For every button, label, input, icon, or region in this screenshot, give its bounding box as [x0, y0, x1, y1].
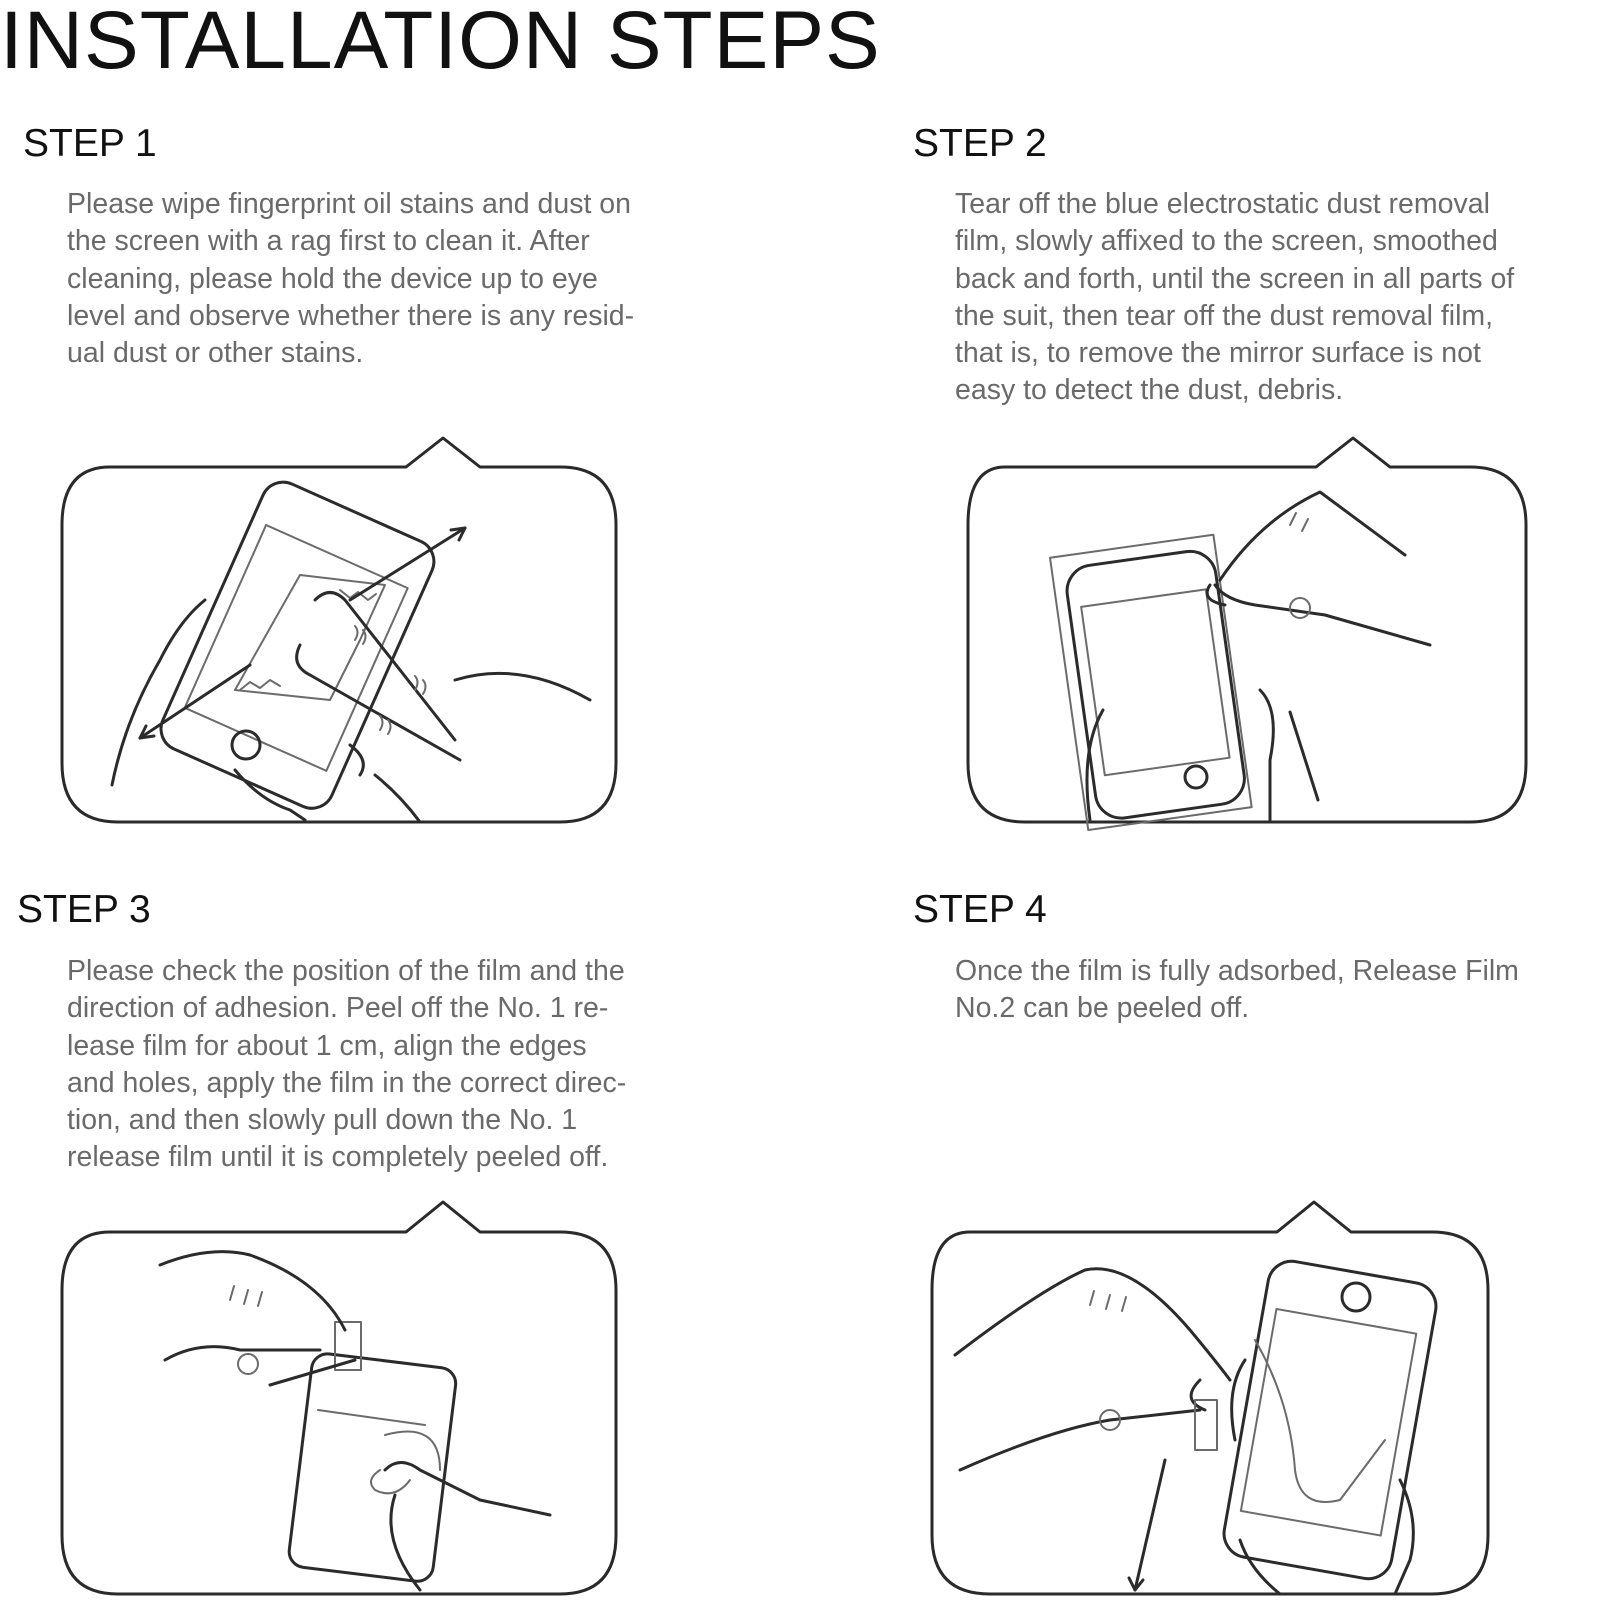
- step-1-line: the screen with a rag first to clean it. After: [67, 225, 590, 258]
- step-4-heading: STEP 4: [913, 888, 1047, 931]
- step-4-line: No.2 can be peeled off.: [955, 992, 1250, 1025]
- step-2-line: back and forth, until the screen in all parts of: [955, 262, 1515, 295]
- step-3-line: tion, and then slowly pull down the No. 1: [67, 1104, 578, 1137]
- hand-peeling-release-film-icon: [160, 1252, 550, 1590]
- step-1-line: Please wipe fingerprint oil stains and dust on: [67, 188, 632, 220]
- hand-wiping-phone-icon: [112, 475, 590, 822]
- step-1-line: ual dust or other stains.: [67, 337, 364, 370]
- step-3-line: direction of adhesion. Peel off the No. 1 re-: [67, 992, 609, 1025]
- step-2-line: film, slowly affixed to the screen, smoothed: [955, 225, 1498, 258]
- step-2-line: easy to detect the dust, debris.: [955, 374, 1344, 407]
- step-3-heading: STEP 3: [17, 888, 151, 931]
- step-4-line: Once the film is fully adsorbed, Release Film: [955, 955, 1519, 987]
- page-title: INSTALLATION STEPS: [0, 0, 881, 86]
- hand-peeling-second-film-icon: [955, 1258, 1440, 1594]
- step-3-frame: [62, 1202, 616, 1594]
- step-3-line: lease film for about 1 cm, align the edges: [67, 1029, 587, 1062]
- step-1-line: cleaning, please hold the device up to eye: [67, 262, 598, 295]
- step-2-frame: [968, 438, 1526, 822]
- step-1-line: level and observe whether there is any resid-: [67, 299, 635, 332]
- hand-applying-film-icon: [1050, 492, 1430, 830]
- step-2-line: that is, to remove the mirror surface is not: [955, 337, 1481, 370]
- step-1-frame: [62, 438, 616, 822]
- step-2-line: Tear off the blue electrostatic dust removal: [955, 188, 1490, 220]
- step-3-line: release film until it is completely peeled off.: [67, 1141, 609, 1174]
- step-2-line: the suit, then tear off the dust removal film,: [955, 299, 1494, 332]
- step-3-line: and holes, apply the film in the correct direc-: [67, 1066, 627, 1099]
- step-2-heading: STEP 2: [913, 122, 1047, 165]
- step-3-line: Please check the position of the film and the: [67, 955, 625, 987]
- step-1-heading: STEP 1: [23, 122, 157, 165]
